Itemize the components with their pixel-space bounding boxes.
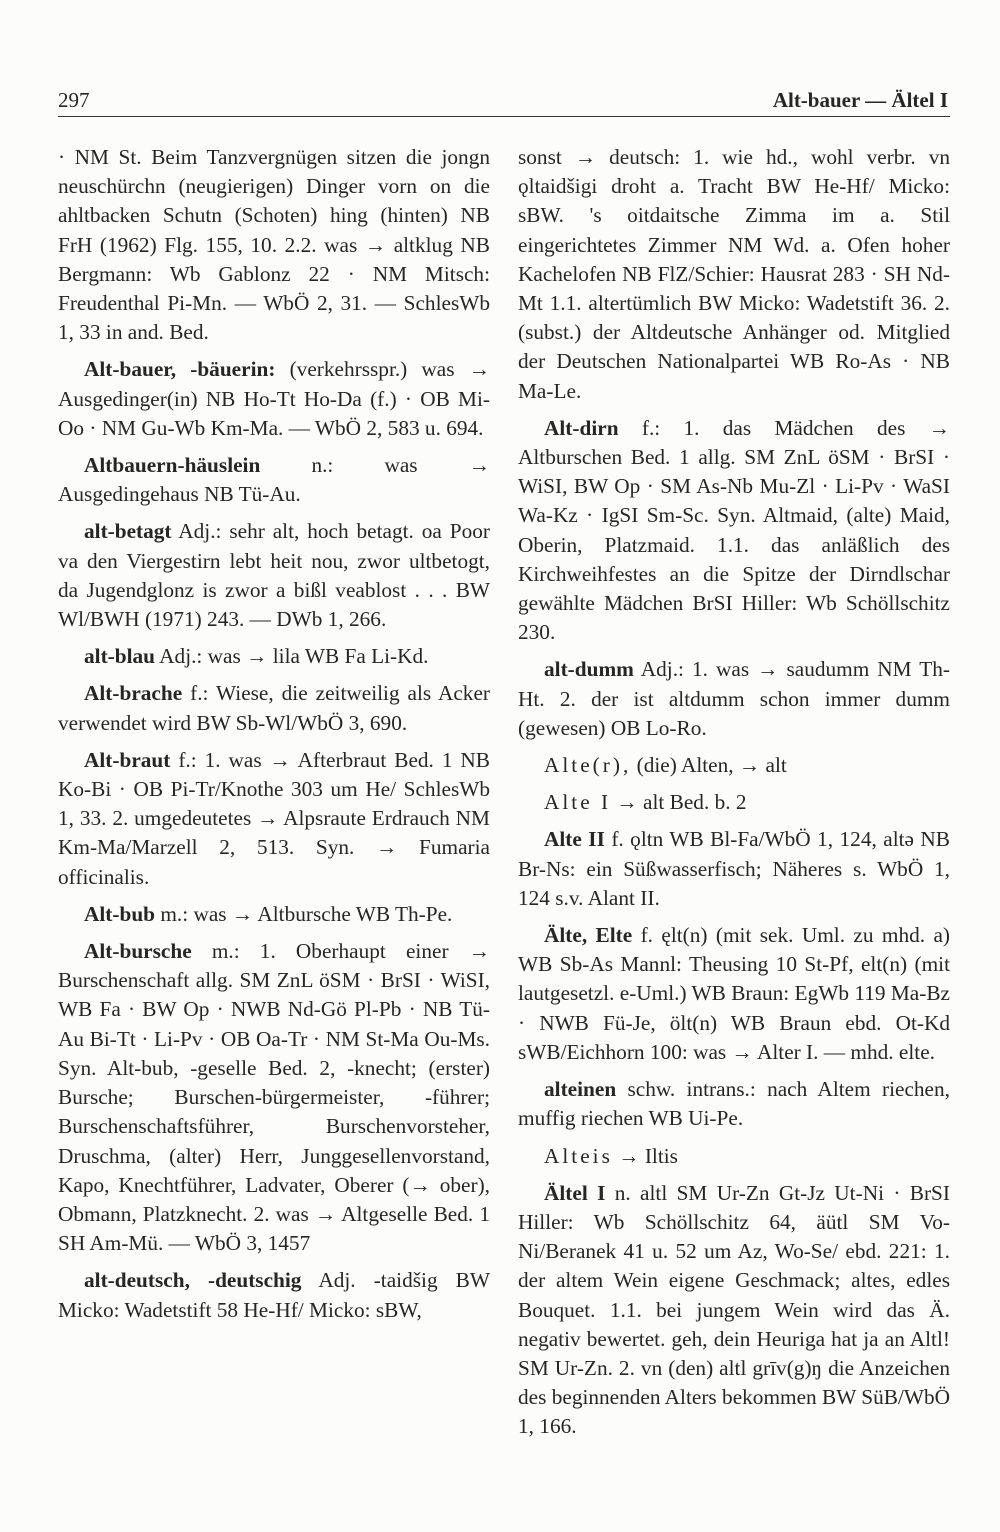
page-header bbox=[58, 88, 948, 118]
entry: alteinen schw. intrans.: nach Altem riechen, muffig riechen WB Ui-Pe. bbox=[518, 1077, 950, 1131]
spaced-headword: Alteis bbox=[544, 1143, 613, 1168]
headword: Alt-brache bbox=[84, 681, 183, 706]
entry: Alt-bub m.: was → Altbursche WB Th-Pe. bbox=[84, 901, 453, 926]
headword: alt-betagt bbox=[84, 519, 172, 544]
entry: alt-dumm Adj.: 1. was → saudumm NM Th-Ht. 2. der ist altdumm schon immer dumm (gewesen) OB Lo-Ro. bbox=[518, 657, 950, 740]
entry: alt-deutsch, -deutschig Adj. -taidšig BW Micko: Wadetstift 58 He-Hf/ Micko: sBW, bbox=[58, 1268, 490, 1322]
entry: Ältel I n. altl SM Ur-Zn Gt-Jz Ut-Ni · BrSI Hiller: Wb Schöllschitz 64, äütl SM Vo-Ni/Beranek 41 u. 52 um Az, Wo-Se/ ebd. 221: 1. der altem Wein eigene Geschmack; altes, edles Bouquet. 1.1. bei jungem Wein wird das Ä. negativ bewertet. geh, dein Heuriga hat ja an Altl! SM Ur-Zn. 2. vn (den) altl grīv(g)ŋ die Anzeichen des beginnenden Alters bekommen BW SüB/WbÖ 1, 166. bbox=[518, 1180, 950, 1439]
cross-reference: Alte I → alt Bed. b. 2 bbox=[544, 790, 747, 815]
entry-continuation: sonst → deutsch: 1. wie hd., wohl verbr. vn ǫltaidšigi droht a. Tracht BW He-Hf/ Micko: sBW. 's oitdaitsche Zimma im a. Stil eingerichtetes Zimmer NM Wd. a. Ofen hoher Kachelofen NB FlZ/Schier: Hausrat 283 · SH Nd-Mt 1.1. altertümlich BW Micko: Wadetstift 36. 2. (subst.) der Altdeutsche Anhänger od. Mitglied der Deutschen Nationalpartei WB Ro-As · NB Ma-Le. bbox=[518, 145, 950, 403]
headword: Alt-braut bbox=[84, 747, 171, 772]
headword: Alt-bub bbox=[84, 901, 156, 926]
headword: Alt-bauer, -bäuerin: bbox=[84, 357, 276, 382]
headword: alteinen bbox=[544, 1077, 617, 1102]
headword: Ältel I bbox=[544, 1180, 606, 1205]
cross-reference: Alteis → Iltis bbox=[544, 1143, 678, 1168]
entry: Älte, Elte f. ęlt(n) (mit sek. Uml. zu mhd. a) WB Sb-As Mannl: Theusing 10 St-Pf, elt(n) (mit lautgesetzl. e-Uml.) WB Braun: EgWb 119 Ma-Bz · NWB Fü-Je, ölt(n) WB Braun ebd. Ot-Kd sWB/Eichhorn 100: was → Alter I. — mhd. elte. bbox=[518, 923, 950, 1064]
entry: Alt-bursche m.: 1. Oberhaupt einer → Burschenschaft allg. SM ZnL öSM · BrSI · WiSI, WB Fa · BW Op · NWB Nd-Gö Pl-Pb · NB Tü-Au Bi-Tt · Li-Pv · OB Oa-Tr · NM St-Ma Ou-Ms. Syn. Alt-bub, -geselle Bed. 2, -knecht; (erster) Bursche; Burschen-bürgermeister, -führer; Burschenschaftsführer, Burschenvorsteher, Druschma, (alter) Herr, Junggesellenvorstand, Kapo, Knechtführer, Ladvater, Oberer (→ ober), Obmann, Platzknecht. 2. was → Altgeselle Bed. 1 SH Am-Mü. — WbÖ 3, 1457 bbox=[58, 939, 490, 1256]
headword: alt-dumm bbox=[544, 657, 634, 682]
headword: alt-deutsch, -deutschig bbox=[84, 1268, 302, 1293]
entry: Alt-dirn f.: 1. das Mädchen des → Altburschen Bed. 1 allg. SM ZnL öSM · BrSI · WiSI, BW Op · SM As-Nb Mu-Zl · Li-Pv · WaSI Wa-Kz · IgSI Sm-Sc. Syn. Altmaid, (alte) Maid, Oberin, Platzmaid. 1.1. das anläßlich des Kirchweihfestes an die Spitze der Dirndlschar gewählte Mädchen BrSI Hiller: Wb Schöllschitz 230. bbox=[518, 415, 950, 645]
headword: Alt-bursche bbox=[84, 939, 192, 964]
entry: Alt-braut f.: 1. was → Afterbraut Bed. 1 NB Ko-Bi · OB Pi-Tr/Knothe 303 um He/ SchlesWb 1, 33. 2. umgedeutetes → Alpsraute Erdrauch NM Km-Ma/Marzell 2, 513. Syn. → Fumaria officinalis. bbox=[58, 747, 490, 889]
right-column bbox=[518, 143, 950, 1450]
cross-reference: Alte(r), (die) Alten, → alt bbox=[544, 753, 787, 778]
spaced-headword: Alte I bbox=[544, 790, 612, 815]
entry: Alt-brache f.: Wiese, die zeitweilig als Acker verwendet wird BW Sb-Wl/WbÖ 3, 690. bbox=[58, 681, 490, 735]
headword: alt-blau bbox=[84, 644, 156, 669]
entry: alt-betagt Adj.: sehr alt, hoch betagt. oa Poor va den Viergestirn lebt heit nou, zwor ultbetogt, da Jugendglonz is zwor a bißl veablost . . . BW Wl/BWH (1971) 243. — DWb 1, 266. bbox=[58, 519, 490, 632]
page-number: 297 bbox=[58, 88, 90, 112]
left-column bbox=[58, 143, 490, 1333]
entry: alt-blau Adj.: was → lila WB Fa Li-Kd. bbox=[84, 644, 429, 669]
header-rule bbox=[58, 116, 950, 117]
entry-continuation: · NM St. Beim Tanzvergnügen sitzen die jongn neuschürchn (neugierigen) Dinger vorn on die ahltbacken Schutn (Schoten) hing (hinten) NB FrH (1962) Flg. 155, 10. 2.2. was → altklug NB Bergmann: Wb Gablonz 22 · NM Mitsch: Freudenthal Pi-Mn. — WbÖ 2, 31. — SchlesWb 1, 33 in and. Bed. bbox=[58, 145, 490, 345]
headword: Alte II bbox=[544, 827, 605, 852]
headword: Älte, Elte bbox=[544, 923, 633, 948]
spaced-headword: Alte(r), bbox=[544, 753, 632, 778]
entry: Alte II f. ǫltn WB Bl-Fa/WbÖ 1, 124, altə NB Br-Ns: ein Süßwasserfisch; Näheres s. WbÖ 1, 124 s.v. Alant II. bbox=[518, 827, 951, 910]
running-title: Alt-bauer — Ältel I bbox=[772, 88, 948, 112]
headword: Alt-dirn bbox=[544, 415, 619, 440]
headword: Altbauern-häuslein bbox=[84, 453, 261, 478]
entry: Alt-bauer, -bäuerin: (verkehrsspr.) was → Ausgedinger(in) NB Ho-Tt Ho-Da (f.) · OB Mi-Oo · NM Gu-Wb Km-Ma. — WbÖ 2, 583 u. 694. bbox=[58, 357, 490, 440]
entry: Altbauern-häuslein n.: was → Ausgedingehaus NB Tü-Au. bbox=[58, 453, 490, 507]
